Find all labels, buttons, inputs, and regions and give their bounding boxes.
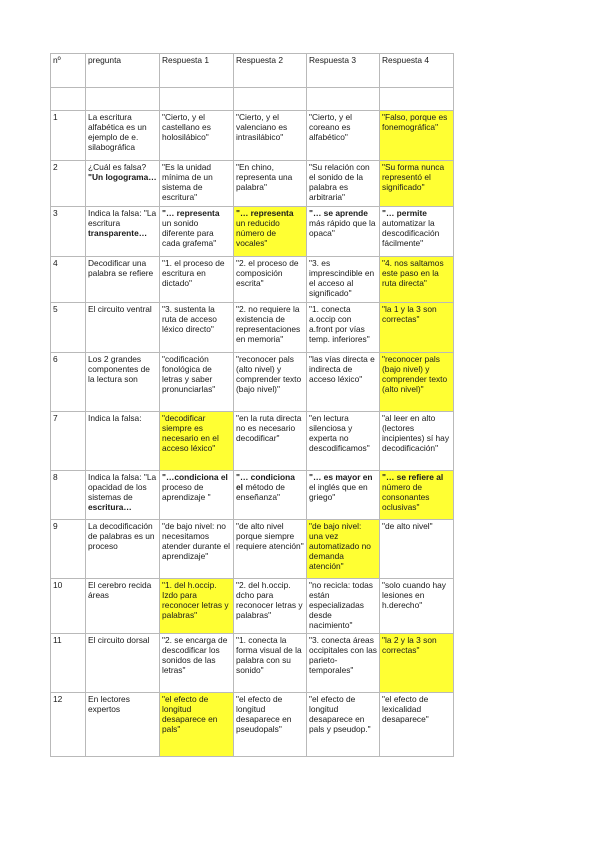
answer-4: "de alto nivel"	[380, 520, 454, 579]
blank-cell	[51, 88, 86, 111]
question-text: La escritura alfabética es un ejemplo de e. silabográfica	[86, 111, 160, 161]
blank-cell	[160, 88, 234, 111]
answer-4-correct: "4. nos saltamos este paso en la ruta directa"	[380, 257, 454, 303]
answer-rest: automatizar la descodificación fácilmente"	[382, 218, 440, 248]
answer-lead: "… se refiere al	[382, 472, 444, 482]
answer-2: "en la ruta directa no es necesario decodificar"	[234, 412, 307, 471]
question-text-bold: escritura…	[88, 502, 132, 512]
answer-1: "3. sustenta la ruta de acceso léxico directo"	[160, 303, 234, 353]
answer-2: "reconocer pals (alto nivel) y comprender texto (bajo nivel)"	[234, 353, 307, 412]
answer-3: "Su relación con el sonido de la palabra es arbitraria"	[307, 161, 380, 207]
question-number: 9	[51, 520, 86, 579]
answer-3: "en lectura silenciosa y experta no descodificamos"	[307, 412, 380, 471]
answer-1: "Cierto, y el castellano es holosilábico"	[160, 111, 234, 161]
answer-1: "Es la unidad mínima de un sistema de escritura"	[160, 161, 234, 207]
header-respuesta-1: Respuesta 1	[160, 54, 234, 88]
answer-3: "las vías directa e indirecta de acceso léxico"	[307, 353, 380, 412]
answer-4-correct: "Su forma nunca representó el significado"	[380, 161, 454, 207]
answer-lead: "… se aprende	[309, 208, 368, 218]
answer-lead: "… representa	[236, 208, 294, 218]
question-number: 6	[51, 353, 86, 412]
answer-3: "3. conecta áreas occipitales con las parieto-temporales"	[307, 634, 380, 693]
answer-rest: número de consonantes oclusivas"	[382, 482, 430, 512]
header-row	[51, 54, 454, 88]
question-number: 1	[51, 111, 86, 161]
answer-3: "Cierto, y el coreano es alfabético"	[307, 111, 380, 161]
answer-3: "3. es imprescindible en el acceso al significado"	[307, 257, 380, 303]
answer-rest: más rápido que la opaca"	[309, 218, 376, 238]
header-pregunta: pregunta	[86, 54, 160, 88]
question-number: 10	[51, 579, 86, 634]
answer-2	[234, 471, 307, 520]
header-respuesta-3: Respuesta 3	[307, 54, 380, 88]
blank-cell	[234, 88, 307, 111]
blank-cell	[307, 88, 380, 111]
answer-1	[160, 207, 234, 257]
question-number: 4	[51, 257, 86, 303]
answer-lead: "…condiciona el	[162, 472, 228, 482]
answer-2: "2. del h.occip. dcho para reconocer letras y palabras"	[234, 579, 307, 634]
question-number: 8	[51, 471, 86, 520]
answer-4-correct: "la 1 y la 3 son correctas"	[380, 303, 454, 353]
question-number: 3	[51, 207, 86, 257]
question-text: Indica la falsa:	[86, 412, 160, 471]
question-text	[86, 161, 160, 207]
question-text-part: ¿Cuál es falsa?	[88, 162, 147, 172]
question-text: Los 2 grandes componentes de la lectura son	[86, 353, 160, 412]
answer-rest: proceso de aprendizaje "	[162, 482, 211, 502]
answer-rest: un reducido número de vocales"	[236, 218, 280, 248]
header-respuesta-4: Respuesta 4	[380, 54, 454, 88]
answer-rest: un sonido diferente para cada grafema"	[162, 218, 217, 248]
answer-4-correct: "la 2 y la 3 son correctas"	[380, 634, 454, 693]
answer-3: "no recicla: todas están especializadas desde nacimiento"	[307, 579, 380, 634]
answer-3: "1. conecta a.occip con a.front por vías temp. inferiores"	[307, 303, 380, 353]
answer-3	[307, 207, 380, 257]
answer-1: "codificación fonológica de letras y saber pronunciarlas"	[160, 353, 234, 412]
answer-lead: "… representa	[162, 208, 220, 218]
question-number: 11	[51, 634, 86, 693]
answer-2: "el efecto de longitud desaparece en pseudopals"	[234, 693, 307, 757]
answer-3	[307, 471, 380, 520]
answer-2: "2. el proceso de composición escrita"	[234, 257, 307, 303]
answer-4	[380, 207, 454, 257]
question-text: El circuito ventral	[86, 303, 160, 353]
answer-lead: "… es mayor en	[309, 472, 373, 482]
question-text: Decodificar una palabra se refiere	[86, 257, 160, 303]
answer-3-correct: "de bajo nivel: una vez automatizado no demanda atención"	[307, 520, 380, 579]
answer-4: "al leer en alto (lectores incipientes) sí hay decodificación"	[380, 412, 454, 471]
question-number: 2	[51, 161, 86, 207]
answer-1-correct: "el efecto de longitud desaparece en pals"	[160, 693, 234, 757]
header-respuesta-2: Respuesta 2	[234, 54, 307, 88]
table-row	[51, 257, 454, 303]
question-text: El cerebro recida áreas	[86, 579, 160, 634]
question-number: 7	[51, 412, 86, 471]
question-text-bold: "Un logograma…	[88, 172, 157, 182]
blank-row	[51, 88, 454, 111]
answer-4-correct: "reconocer pals (bajo nivel) y comprender texto (alto nivel)"	[380, 353, 454, 412]
table-row	[51, 303, 454, 353]
question-text-part: Indica la falsa: "La opacidad de los sistemas de	[88, 472, 157, 502]
table-row	[51, 161, 454, 207]
table-row	[51, 412, 454, 471]
answer-4-correct	[380, 471, 454, 520]
question-text: En lectores expertos	[86, 693, 160, 757]
answer-2-correct	[234, 207, 307, 257]
quiz-table	[50, 53, 454, 757]
answer-4: "solo cuando hay lesiones en h.derecho"	[380, 579, 454, 634]
question-text-bold: transparente…	[88, 228, 148, 238]
answer-1: "de bajo nivel: no necesitamos atender durante el aprendizaje"	[160, 520, 234, 579]
table-row	[51, 579, 454, 634]
question-text: El circuito dorsal	[86, 634, 160, 693]
question-text: La decodificación de palabras es un proceso	[86, 520, 160, 579]
answer-4: "el efecto de lexicalidad desaparece"	[380, 693, 454, 757]
question-number: 5	[51, 303, 86, 353]
answer-2: "Cierto, y el valenciano es intrasilábico"	[234, 111, 307, 161]
header-n: nº	[51, 54, 86, 88]
question-text	[86, 471, 160, 520]
answer-1-correct: "decodificar siempre es necesario en el acceso léxico"	[160, 412, 234, 471]
question-text-part: Indica la falsa: "La escritura	[88, 208, 157, 228]
answer-2: "1. conecta la forma visual de la palabra con su sonido"	[234, 634, 307, 693]
answer-rest: el inglés que en griego"	[309, 482, 368, 502]
blank-cell	[380, 88, 454, 111]
question-text	[86, 207, 160, 257]
table-row	[51, 634, 454, 693]
answer-4-correct: "Falso, porque es fonemográfica"	[380, 111, 454, 161]
answer-2: "2. no requiere la existencia de representaciones en memoria"	[234, 303, 307, 353]
answer-1: "1. el proceso de escritura en dictado"	[160, 257, 234, 303]
answer-3: "el efecto de longitud desaparece en pals y pseudop."	[307, 693, 380, 757]
table-row	[51, 693, 454, 757]
answer-2: "En chino, representa una palabra"	[234, 161, 307, 207]
answer-rest: método de enseñanza"	[236, 482, 285, 502]
answer-2: "de alto nivel porque siempre requiere atención"	[234, 520, 307, 579]
table-row	[51, 520, 454, 579]
table-row	[51, 207, 454, 257]
answer-lead: "… permite	[382, 208, 427, 218]
question-number: 12	[51, 693, 86, 757]
answer-lead: "… condiciona el	[236, 472, 295, 492]
table-row	[51, 353, 454, 412]
blank-cell	[86, 88, 160, 111]
answer-1	[160, 471, 234, 520]
answer-1-correct: "1. del h.occip. Izdo para reconocer letras y palabras"	[160, 579, 234, 634]
table-row	[51, 111, 454, 161]
table-row	[51, 471, 454, 520]
answer-1: "2. se encarga de descodificar los sonidos de las letras"	[160, 634, 234, 693]
